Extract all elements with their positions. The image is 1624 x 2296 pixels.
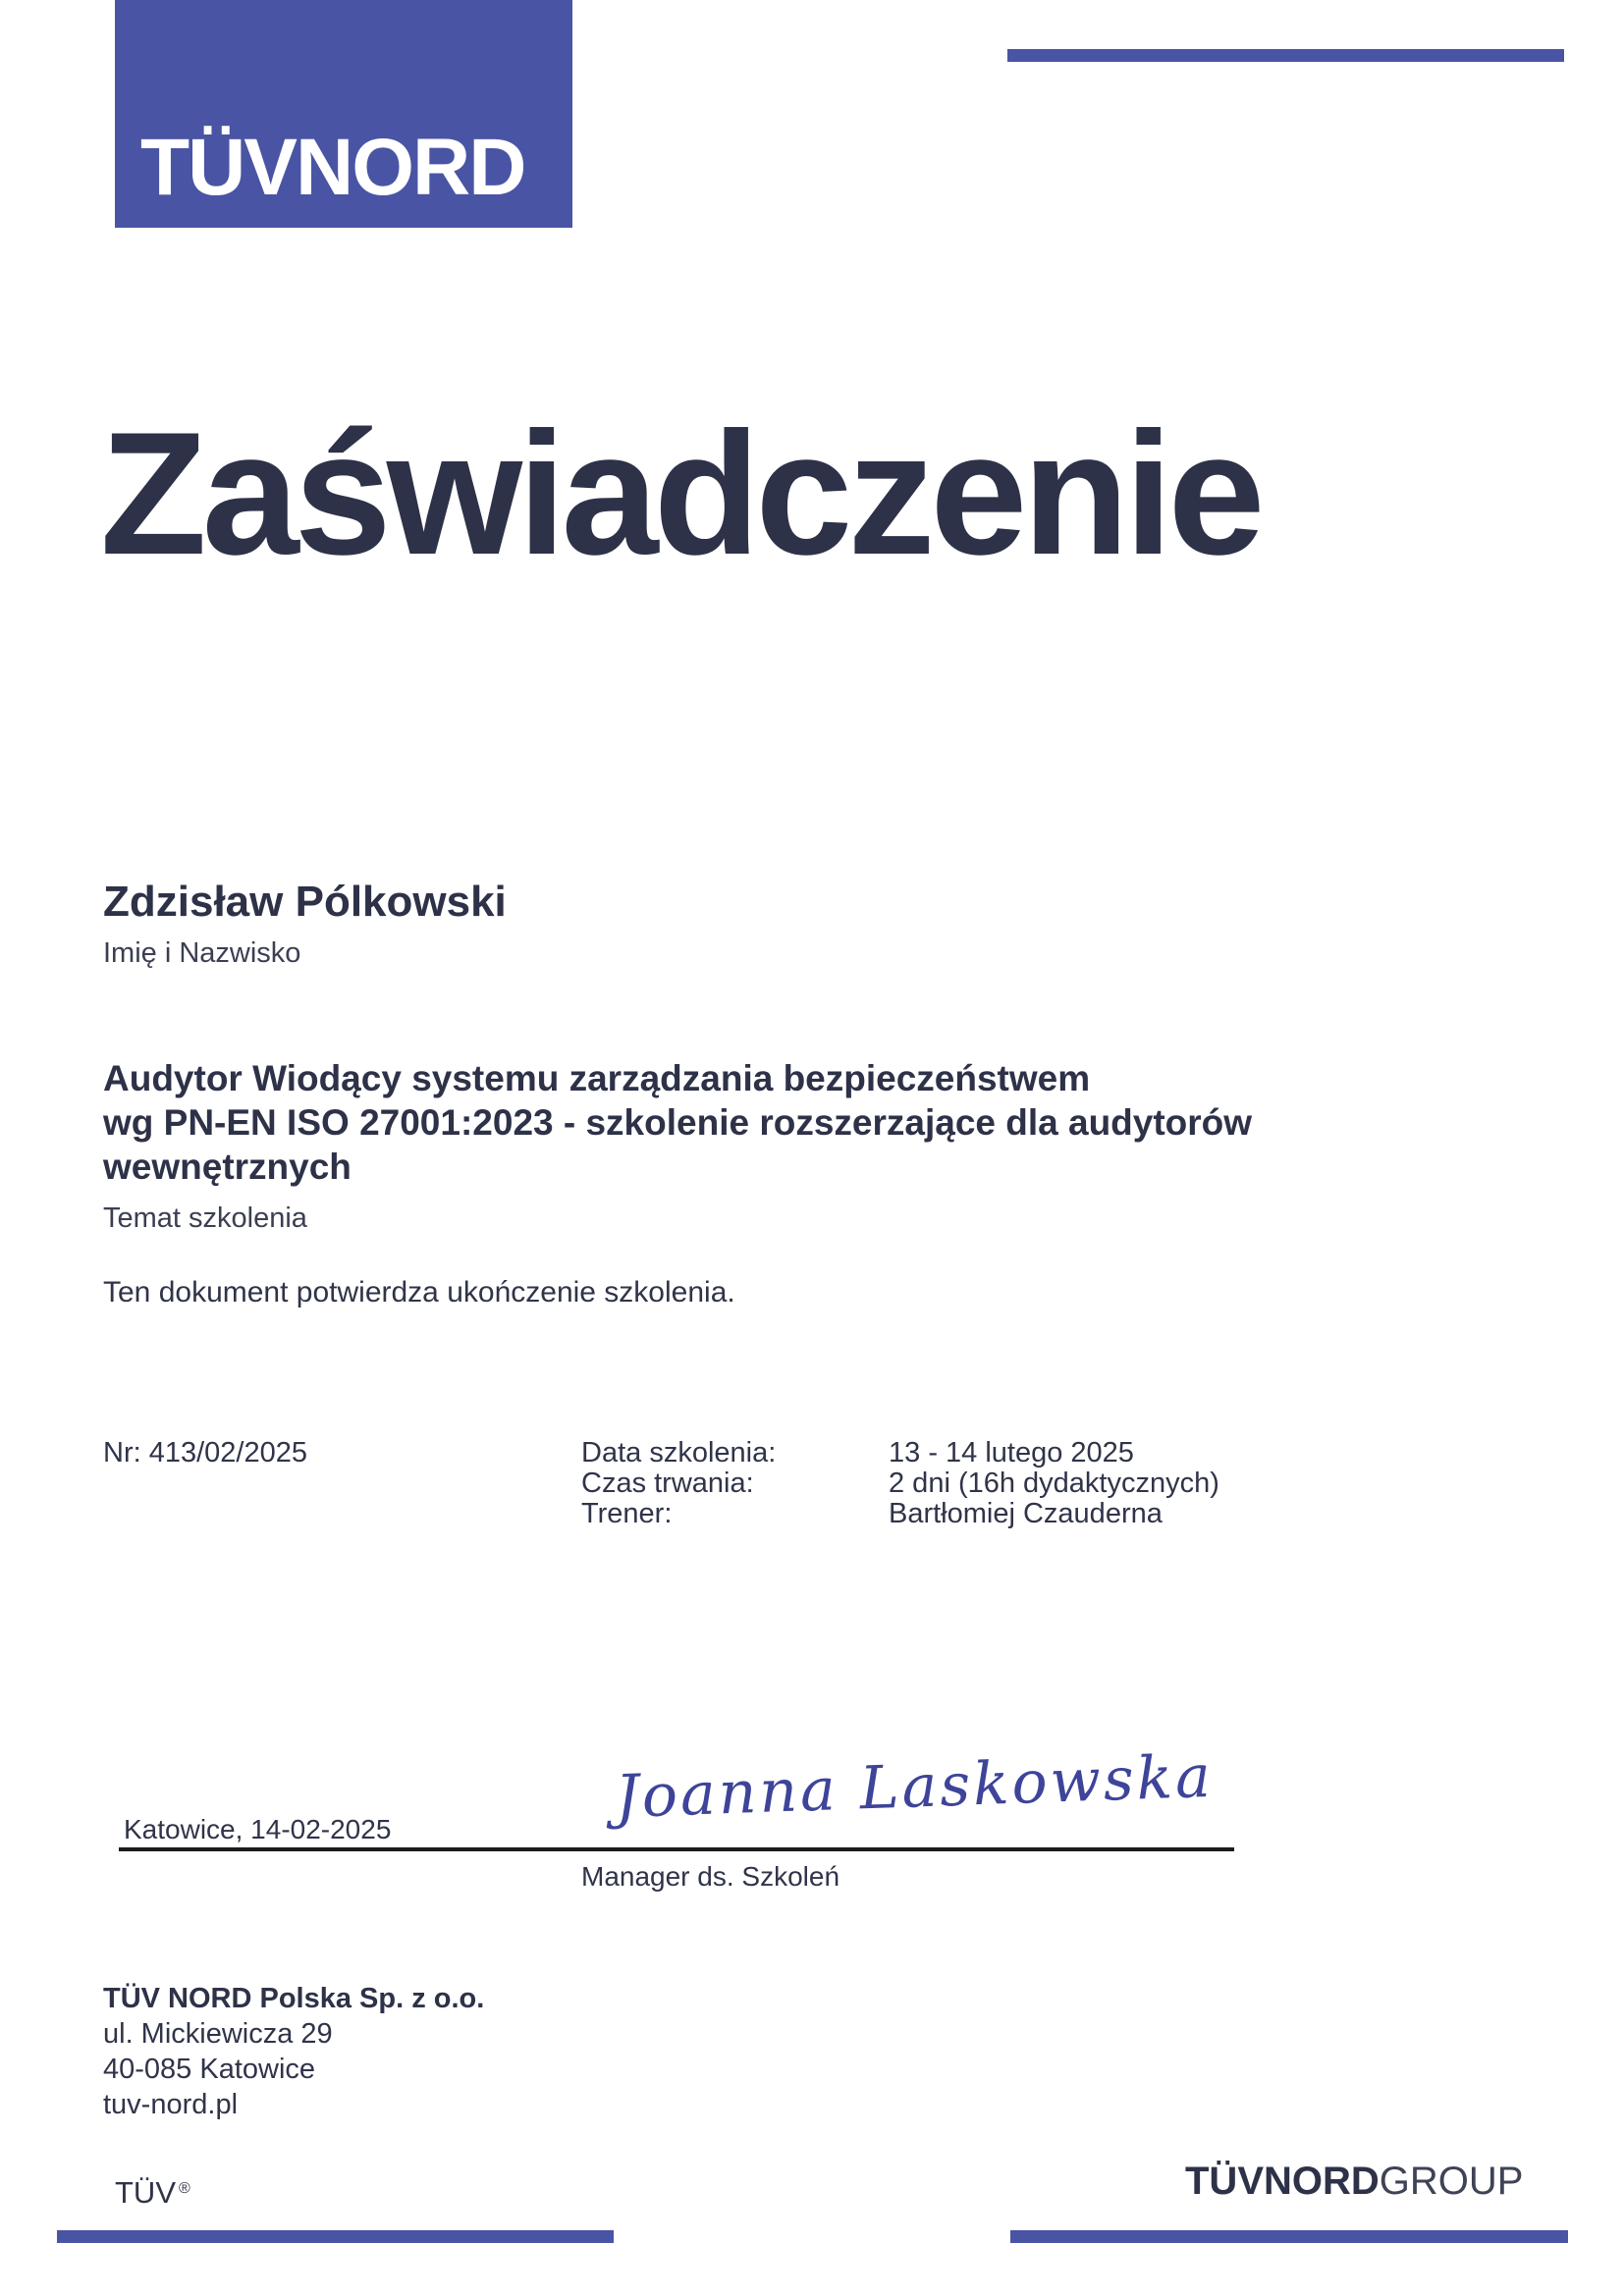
logo-nord-text: NORD (296, 123, 525, 212)
footer-accent-line-right (1010, 2230, 1568, 2243)
topic-line-1: Audytor Wiodący systemu zarządzania bezpieczeństwem (103, 1058, 1091, 1098)
detail-value-date: 13 - 14 lutego 2025 (889, 1437, 1134, 1468)
place-and-date: Katowice, 14-02-2025 (124, 1814, 392, 1844)
company-street: ul. Mickiewicza 29 (103, 2018, 333, 2050)
group-wordmark-light: GROUP (1379, 2160, 1524, 2203)
group-wordmark-bold: TÜVNORD (1185, 2160, 1380, 2203)
company-name: TÜV NORD Polska Sp. z o.o. (103, 1983, 485, 2014)
certificate-number: Nr: 413/02/2025 (103, 1437, 307, 1468)
company-address-block (103, 1981, 484, 2122)
signature-line (119, 1847, 1234, 1851)
recipient-name-label: Imię i Nazwisko (103, 936, 301, 969)
detail-value-trainer: Bartłomiej Czauderna (889, 1498, 1163, 1529)
tuv-nord-logo (115, 0, 572, 228)
header-accent-line (1007, 49, 1564, 62)
recipient-block (103, 878, 507, 970)
tuv-nord-logo-text (140, 123, 525, 212)
document-title: Zaświadczenie (100, 396, 1261, 591)
detail-label-date: Data szkolenia: (581, 1437, 777, 1468)
details-values (889, 1438, 1219, 1529)
detail-label-duration: Czas trwania: (581, 1468, 754, 1499)
company-city: 40-085 Katowice (103, 2054, 316, 2085)
details-labels (581, 1438, 776, 1529)
tuv-trademark-text: TÜV (115, 2175, 176, 2210)
training-topic-block (103, 1056, 1380, 1235)
tuv-trademark (115, 2175, 190, 2211)
handwritten-signature: Joanna Laskowska (614, 1741, 1215, 1832)
topic-line-2: wg PN-EN ISO 27001:2023 - szkolenie rozszerzające dla audytorów (103, 1102, 1253, 1143)
topic-label: Temat szkolenia (103, 1202, 307, 1234)
logo-tuv-text: TÜV (140, 123, 296, 212)
footer-accent-line-left (57, 2230, 614, 2243)
detail-value-duration: 2 dni (16h dydaktycznych) (889, 1468, 1219, 1499)
registered-mark-icon: ® (179, 2180, 190, 2197)
detail-label-trainer: Trener: (581, 1498, 673, 1529)
recipient-name: Zdzisław Pólkowski (103, 878, 507, 926)
tuv-nord-group-wordmark (1185, 2162, 1523, 2201)
company-website: tuv-nord.pl (103, 2089, 239, 2120)
confirmation-text: Ten dokument potwierdza ukończenie szkolenia. (103, 1276, 735, 1308)
topic-line-3: wewnętrznych (103, 1147, 352, 1187)
signer-role: Manager ds. Szkoleń (581, 1861, 840, 1892)
